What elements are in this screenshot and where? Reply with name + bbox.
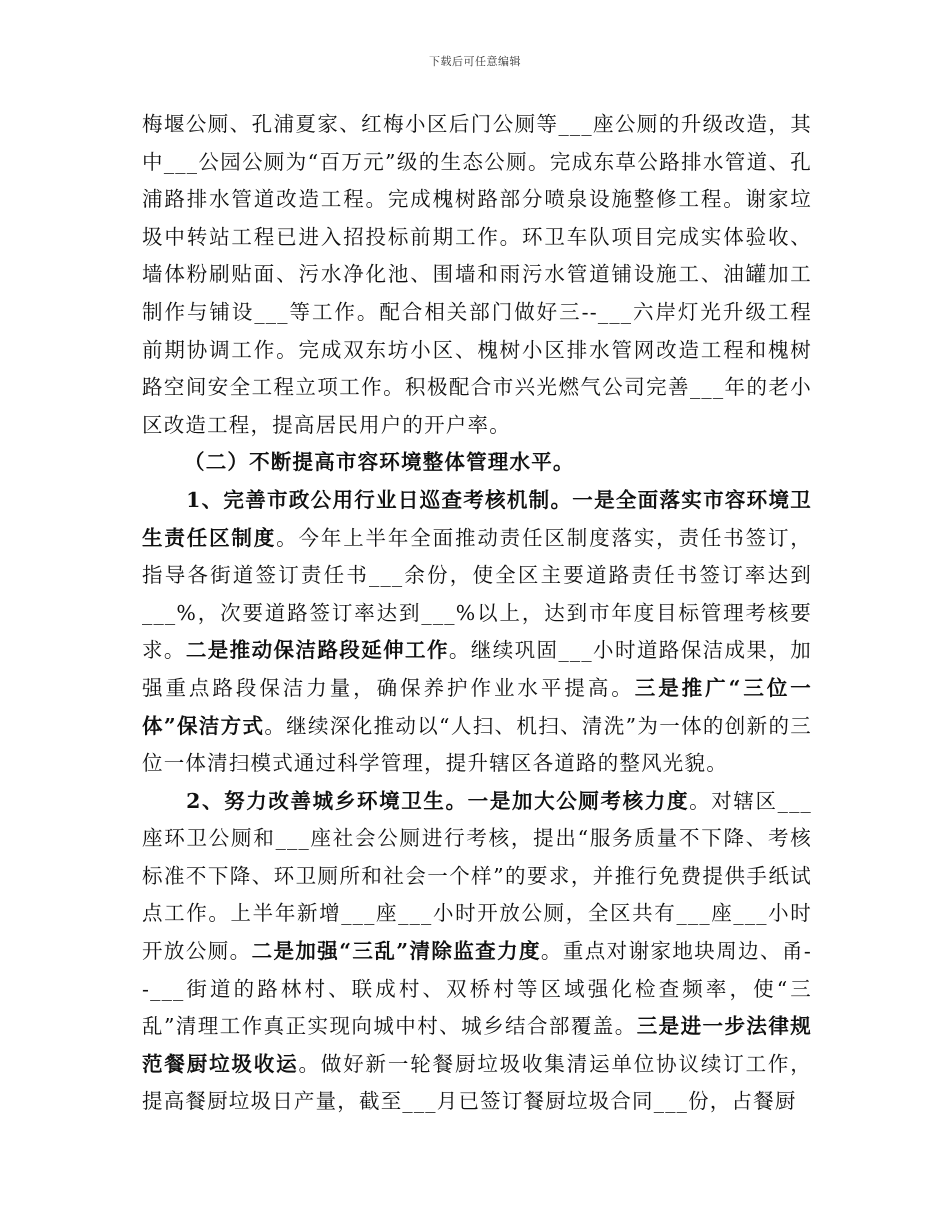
paragraph-3-title: 2、努力改善城乡环境卫生。 [186, 788, 468, 813]
paragraph-3-point-3: 三是进一步法律规范餐厨垃圾收运 [142, 1014, 812, 1076]
paragraph-3-text-3: 。做好新一轮餐厨垃圾收集清运单位协议续订工作，提高餐厨垃圾日产量，截至___月已签订餐厨垃圾合同___份，占餐厨 [142, 1051, 812, 1114]
page-header: 下载后可任意编辑 [429, 55, 521, 68]
section-heading: （二）不断提高市容环境整体管理水平。 [184, 450, 575, 475]
paragraph-2-text-2: 。继续巩固___小时道路保洁成果，加强重点路段保洁力量，确保养护作业水平提高。 [142, 638, 812, 700]
document-body [142, 106, 812, 1121]
paragraph-2-title: 1、完善市政公用行业日巡查考核机制。 [186, 487, 573, 512]
paragraph-2-point-2: 二是推动保洁路段延伸工作 [185, 638, 449, 663]
paragraph-2-point-3: 三是推广“三位一体”保洁方式 [142, 675, 812, 738]
paragraph-3-text-2: 。重点对谢家地块周边、甬--___街道的路林村、联成村、双桥村等区域强化检查频率，使“三乱”清理工作真正实现向城中村、城乡结合部覆盖。 [142, 939, 812, 1039]
paragraph-3-point-1: 一是加大公厕考核力度 [467, 788, 690, 813]
paragraph-2-text-3: 。继续深化推动以“人扫、机扫、清洗”为一体的创新的三位一体清扫模式通过科学管理，提升辖区各道路的整风光貌。 [142, 713, 812, 776]
paragraph-3 [142, 783, 812, 1121]
paragraph-2-point-1: 一是全面落实市容环境卫生责任区制度 [142, 487, 812, 550]
paragraph-2-text-1: 。今年上半年全面推动责任区制度落实，责任书签订，指导各街道签订责任书___余份，使全区主要道路责任书签订率达到___%，次要道路签订率达到___%以上，达到市年度目标管理考核要求。 [142, 525, 812, 663]
paragraph-1: 梅堰公厕、孔浦夏家、红梅小区后门公厕等___座公厕的升级改造，其中___公园公厕为“百万元”级的生态公厕。完成东草公路排水管道、孔浦路排水管道改造工程。完成槐树路部分喷泉设施整修工程。谢家垃圾中转站工程已进入招投标前期工作。环卫车队项目完成实体验收、墙体粉刷贴面、污水净化池、围墙和雨污水管道铺设施工、油罐加工制作与铺设___等工作。配合相关部门做好三--___六岸灯光升级工程前期协调工作。完成双东坊小区、槐树小区排水管网改造工程和槐树路空间安全工程立项工作。积极配合市兴光燃气公司完善___年的老小区改造工程，提高居民用户的开户率。 [142, 112, 812, 437]
paragraph-3-point-2: 二是加强“三乱”清除监查力度 [251, 939, 541, 964]
paragraph-2 [142, 482, 812, 783]
paragraph-3-text-1: 。对辖区___座环卫公厕和___座社会公厕进行考核，提出“服务质量不下降、考核标准不下降、环卫厕所和社会一个样”的要求，并推行免费提供手纸试点工作。上半年新增___座___小时开放公厕，全区共有___座___小时开放公厕。 [142, 788, 813, 964]
